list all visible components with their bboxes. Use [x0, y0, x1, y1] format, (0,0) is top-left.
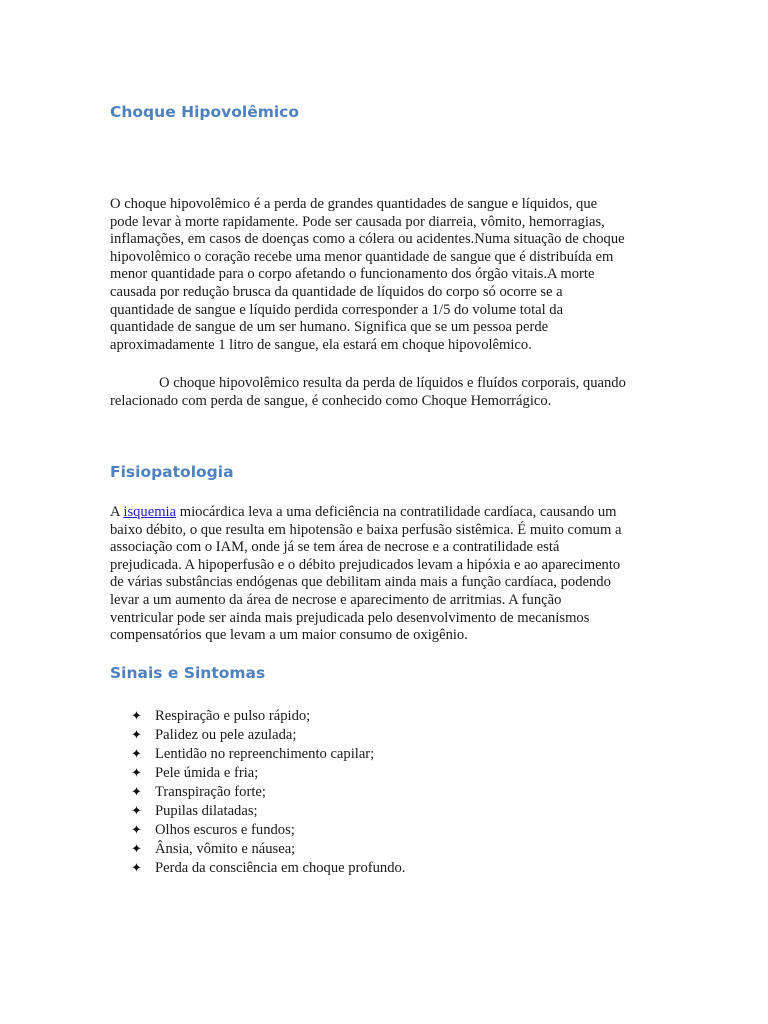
text-line: quantidade de sangue e líquido perdida corresponder a 1/5 do volume total da — [110, 301, 564, 318]
list-item-text: Perda da consciência em choque profundo. — [155, 860, 406, 876]
star-bullet-icon: ✦ — [131, 804, 142, 819]
list-item — [110, 707, 405, 726]
text-line: pode levar à morte rapidamente. Pode ser causada por diarreia, vômito, hemorragias, — [110, 213, 605, 230]
list-item — [110, 802, 405, 821]
intro-paragraph — [110, 196, 650, 354]
text-line: aproximadamente 1 litro de sangue, ela estará em choque hipovolêmico. — [110, 336, 532, 353]
star-bullet-icon: ✦ — [131, 709, 142, 724]
text-line: inflamações, em casos de doenças como a cólera ou acidentes.Numa situação de choque — [110, 231, 625, 248]
list-item — [110, 821, 405, 840]
text-line: associação com o IAM, onde já se tem área de necrose e a contratilidade está — [110, 539, 560, 556]
star-bullet-icon: ✦ — [131, 766, 142, 781]
list-item-text: Ânsia, vômito e náusea; — [155, 841, 296, 857]
list-item-text: Lentidão no repreenchimento capilar; — [155, 746, 375, 762]
text-line: levar a um aumento da área de necrose e aparecimento de arritmias. A função — [110, 591, 562, 608]
isquemia-link[interactable]: isquemia — [123, 504, 177, 520]
text-line — [110, 504, 650, 522]
list-item — [110, 859, 405, 878]
second-paragraph — [110, 375, 650, 410]
text-line: de várias substâncias endógenas que debilitam ainda mais a função cardíaca, podendo — [110, 574, 611, 591]
text-fragment: miocárdica leva a uma deficiência na contratilidade cardíaca, causando um — [176, 504, 617, 520]
text-line: baixo débito, o que resulta em hipotensão e baixa perfusão sistêmica. É muito comum a — [110, 521, 622, 538]
text-line: prejudicada. A hipoperfusão e o débito prejudicados levam a hipóxia e ao aparecimento — [110, 556, 621, 573]
list-item-text: Olhos escuros e fundos; — [155, 822, 295, 838]
fisiopatologia-heading: Fisiopatologia — [110, 463, 234, 481]
text-line: causada por redução brusca da quantidade de líquidos do corpo só ocorre se a — [110, 283, 563, 300]
text-line: quantidade de sangue de um ser humano. Significa que se um pessoa perde — [110, 319, 549, 336]
text-line: relacionado com perda de sangue, é conhecido como Choque Hemorrágico. — [110, 392, 552, 409]
list-item — [110, 764, 405, 783]
star-bullet-icon: ✦ — [131, 785, 142, 800]
document-title: Choque Hipovolêmico — [110, 103, 300, 121]
list-item — [110, 745, 405, 764]
text-line: compensatórios que levam a um maior consumo de oxigênio. — [110, 627, 468, 644]
text-line: O choque hipovolêmico é a perda de grandes quantidades de sangue e líquidos, que — [110, 196, 598, 212]
fisiopatologia-paragraph — [110, 504, 650, 645]
star-bullet-icon: ✦ — [131, 823, 142, 838]
star-bullet-icon: ✦ — [131, 747, 142, 762]
list-item — [110, 783, 405, 802]
sinais-sintomas-heading: Sinais e Sintomas — [110, 664, 266, 682]
symptoms-list — [110, 707, 405, 878]
list-item-text: Transpiração forte; — [155, 784, 266, 800]
list-item-text: Pele úmida e fria; — [155, 765, 259, 781]
list-item-text: Pupilas dilatadas; — [155, 803, 258, 819]
text-fragment: A — [110, 504, 124, 520]
text-line: hipovolêmico o coração recebe uma menor quantidade de sangue que é distribuída em — [110, 248, 614, 265]
list-item-text: Respiração e pulso rápido; — [155, 708, 311, 724]
list-item-text: Palidez ou pele azulada; — [155, 727, 297, 743]
text-line: menor quantidade para o corpo afetando o funcionamento dos órgão vitais.A morte — [110, 266, 595, 283]
star-bullet-icon: ✦ — [131, 728, 142, 743]
list-item — [110, 726, 405, 745]
text-line: O choque hipovolêmico resulta da perda de líquidos e fluídos corporais, quando — [159, 375, 626, 391]
star-bullet-icon: ✦ — [131, 861, 142, 876]
text-line: ventricular pode ser ainda mais prejudicada pelo desenvolvimento de mecanismos — [110, 609, 590, 626]
list-item — [110, 840, 405, 859]
star-bullet-icon: ✦ — [131, 842, 142, 857]
